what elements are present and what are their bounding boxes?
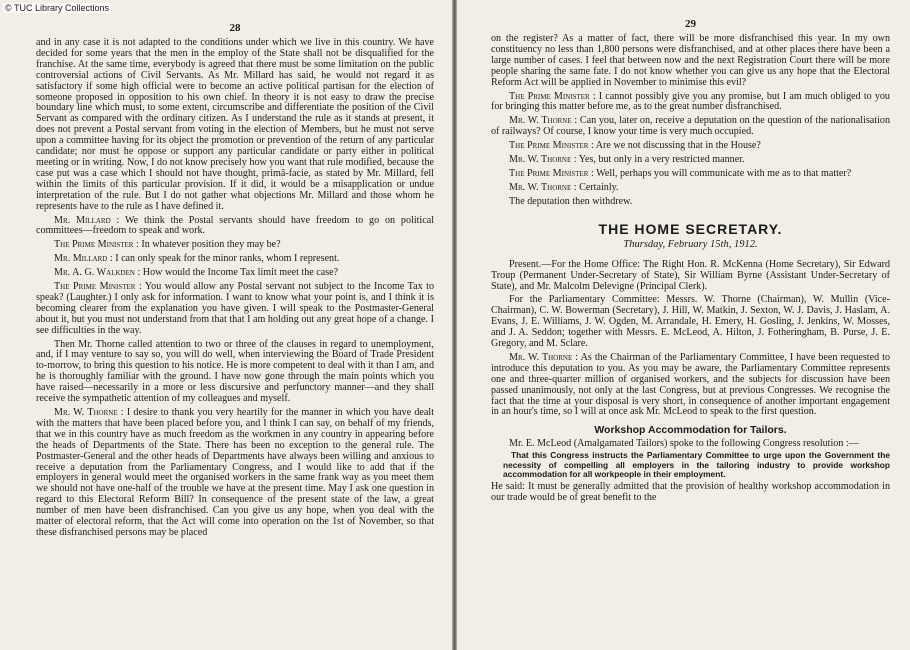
paragraph: [36, 38, 434, 213]
paragraph: Mr. W. Thorne : As the Chairman of the Parliamentary Committee, I have been requested to introduce this deputation to you. As you may be aware, the Parliamentary Committee represents one and three-quarter million of organised workers, and the subjects for discussion have been passed unanimously, not only at the last Congress, but at previous Congresses. We recognise the fact that the time at your disposal is very short, in consequence of another important engagement in an hour's time, so I will at once ask Mr. McLeod to speak to the first question.: [491, 351, 890, 418]
paragraph-text: The deputation then withdrew.: [509, 195, 633, 207]
speaker-name: Mr. A. G. Walkden: [54, 267, 135, 279]
paragraph: [491, 34, 890, 89]
speaker-name: Mr. Millard: [54, 214, 111, 226]
watermark: © TUC Library Collections: [5, 3, 109, 13]
paragraph: The Prime Minister : Are we not discussing that in the House?: [509, 140, 761, 152]
left-page-body: [36, 38, 434, 542]
paragraph: [491, 295, 890, 350]
paragraph: [36, 340, 434, 405]
right-page-body-mid: [491, 260, 890, 422]
section-heading: THE HOME SECRETARY.: [598, 220, 783, 237]
speaker-name: The Prime Minister: [509, 167, 589, 179]
paragraph-text: We think the Postal servants should have freedom to go on political committees—freedom to speak and work.: [36, 214, 434, 237]
speaker-name: The Prime Minister: [54, 281, 136, 293]
speaker-name: The Prime Minister: [54, 239, 134, 251]
paragraph-text: Then Mr. Thorne called attention to two or three of the clauses in regard to unemployment, and, if I may venture to say so, you will do well, when interviewing the Board of Trade President to-morrow, to bring this question to his notice. He is more competent to deal with it than I am, and he is thoroughly familiar with the ground. I have now gone through the main points which you have raised—necessarily in a more or less discursive and perfunctory manner—and they shall receive the sympathetic attention of my colleagues and myself.: [36, 338, 434, 405]
paragraph: The Prime Minister : Well, perhaps you will communicate with me as to that matter?: [509, 167, 852, 179]
resolution-intro: Mr. E. McLeod (Amalgamated Tailors) spoke to the following Congress resolution :—: [509, 438, 859, 450]
paragraph-text: I cannot possibly give you any promise, but I am much obliged to you for bringing this matter before me, as to the great number disfranchised.: [491, 90, 890, 113]
speaker-name: Mr. W. Thorne: [509, 351, 573, 363]
page-number: 29: [685, 18, 696, 30]
paragraph-text: Yes, but only in a very restricted manner.: [578, 154, 745, 166]
paragraph: Mr. Millard : We think the Postal servants should have freedom to go on political committees—freedom to speak and work.: [36, 214, 434, 237]
speaker-name: Mr. W. Thorne: [509, 181, 572, 193]
page-number: 28: [229, 22, 241, 34]
paragraph: The Prime Minister : I cannot possibly give you any promise, but I am much obliged to you for bringing this matter before me, as to the great number disfranchised.: [491, 90, 890, 113]
speaker-name: Mr. W. Thorne: [509, 115, 572, 127]
speaker-name: Mr. W. Thorne: [509, 154, 572, 166]
left-page: [0, 0, 452, 650]
paragraph-text: I desire to thank you very heartily for the manner in which you have dealt with the matters that have been placed before you, and I think I can say, on behalf of my friends, that we in this country have as much freedom as the workmen in any country in appearing before the heads of Departments of the State. There has been no exception to the general rule. The Postmaster-General and the other heads of Departments have always been willing and anxious to receive a deputation from the Parliamentary Congress, and I would like to add that if the employers in general would meet the organised workers in the same frank way as you meet them we should not have one-half of the trouble we have at the present time. May I ask one question in regard to this Electoral Reform Bill? In consequence of the present state of the law, a great number of men have been disfranchised. Can you give us any hope, when you deal with the matter of electoral reform, that the Act will come into operation on the 1st of November, so that these disfranchised persons may be placed: [36, 407, 434, 538]
paragraph-text: You would allow any Postal servant not subject to the Income Tax to speak? (Laughter.) I only ask for information. I want to know what your point is, and I think it is becoming clearer from the explanation you have given. I will speak to the Postmaster-General about it, but you must not understand from that that I am holding out any great hope of a change. I see difficulties in the way.: [36, 281, 434, 336]
paragraph-text: How would the Income Tax limit meet the case?: [142, 267, 339, 279]
paragraph: The Prime Minister : You would allow any Postal servant not subject to the Income Tax to speak? (Laughter.) I only ask for information. I want to know what your point is, and I think it is becoming clearer from the explanation you have given. I will speak to the Postmaster-General about it, but you must not understand from that that I am holding out any great hope of a change. I see difficulties in the way.: [36, 281, 434, 336]
paragraph: Mr. W. Thorne : Certainly.: [509, 181, 619, 193]
paragraph: Mr. W. Thorne : Can you, later on, receive a deputation on the question of the nationalisation of railways? Of course, I know your time is very much occupied.: [491, 115, 890, 138]
section-dateline: Thursday, February 15th, 1912.: [623, 238, 758, 250]
paragraph: Mr. Millard : I can only speak for the minor ranks, whom I represent.: [54, 253, 340, 265]
paragraph-text: In whatever position they may be?: [141, 239, 281, 251]
speaker-name: Mr. W. Thorne: [54, 407, 118, 418]
paragraph-text: Present.—For the Home Office: The Right Hon. R. McKenna (Home Secretary), Sir Edward Troup (Permanent Under-Secretary of State), Sir William Byrne (Assistant Under-Secretary of State), and Mr. Malcolm Delevigne (Principal Clerk).: [491, 258, 890, 292]
paragraph-text: on the register? As a matter of fact, there will be more disfranchised this year. In my own constituency no less than 1,800 persons were disfranchised, and at other places there have been a large number of cases. I feel that between now and the next Registration Court there will be more people sharing the same fate. I do not know whether you can give us any hope that the Electoral Reform Act will be applied in November to minimise this evil?: [491, 33, 890, 88]
congress-resolution: That this Congress instructs the Parliamentary Committee to urge upon the Government the necessity of compelling all employers in the tailoring industry to provide workshop accommodation for all workpeople in their employment.: [503, 450, 890, 480]
right-page-body-top: [491, 34, 890, 211]
paragraph-text: For the Parliamentary Committee: Messrs. W. Thorne (Chairman), W. Mullin (Vice-Chairman), C. W. Bowerman (Secretary), J. Hill, W. Matkin, J. Sexton, W. J. Davis, J. Haslam, A. Evans, J. E. Williams, J. W. Ogden, M. Arrandale, H. Emery, H. Gosling, J. Jenkins, W. Mosses, and J. A. Seddon; together with Messrs. E. McLeod, A. Hilton, J. Fotheringham, B. Purse, J. E. Gregory, and M. Sclare.: [491, 294, 890, 350]
closing-paragraph: He said: It must be generally admitted that the provision of healthy workshop accommodation in our trade would be of great benefit to the: [491, 481, 890, 503]
paragraph: [491, 197, 890, 208]
paragraph-text: Certainly.: [579, 181, 619, 193]
paragraph: Mr. A. G. Walkden : How would the Income Tax limit meet the case?: [54, 267, 339, 279]
paragraph-text: and in any case it is not adapted to the conditions under which we live in this country. We have decided for some years that the men in the employ of the State shall not be disqualified for the franchise. At the same time, everybody is agreed that there must be some limitation on the public controversial actions of Civil Servants. As Mr. Millard has said, he would not regard it as satisfactory if some high official were to become an active political partisan for the election of someone proposed in opposition to his own chief. In theory it is not easy to draw the precise boundary line which must, to some extent, circumscribe and differentiate the position of the Civil Servant as compared with the ordinary citizen. As I understand the rule as it stands at present, it does not prevent a Postal servant from voting in the election of Members, but he must not serve upon a committee having for its object the promotion or prevention of the return of any particular candidate; nor must he oppose or support any particular candidate or party either in political meeting or in writing. Now, I do not know precisely how you want that rule modified, because the case put was a case which I should not have thought, primâ-facie, as stated by Mr. Millard, fell within the limits of this particular provision. If it did, it would be a misapplication or undue interpretation of the rule. But I do not gather what objections Mr. Millard and those whom he represents have to the rule as I have defined it.: [36, 37, 434, 212]
speaker-name: Mr. Millard: [54, 253, 108, 265]
paragraph-text: As the Chairman of the Parliamentary Committee, I have been requested to introduce this deputation to you. As you may be aware, the Parliamentary Committee represents one and three-quarter million of organised workers, and the subjects for discussion have been passed unanimously, not only at the last Congress, but at previous Congresses. We recognise the fact that the time at your disposal is very short, in consequence of another important engagement in an hour's time, so I will at once ask Mr. McLeod to speak to the first question.: [491, 351, 890, 418]
paragraph-text: Can you, later on, receive a deputation on the question of the nationalisation of railways? Of course, I know your time is very much occupied.: [491, 115, 890, 138]
paragraph-text: Well, perhaps you will communicate with me as to that matter?: [596, 167, 852, 179]
right-page: [457, 0, 910, 650]
paragraph: Mr. W. Thorne : I desire to thank you very heartily for the manner in which you have dealt with the matters that have been placed before you, and I think I can say, on behalf of my friends, that we in this country have as much freedom as the workmen in any country in appearing before the heads of Departments of the State. There has been no exception to the general rule. The Postmaster-General and the other heads of Departments have always been willing and anxious to receive a deputation from the Parliamentary Congress, and I would like to add that if the employers in general would meet the organised workers in the same frank way as you meet them we should not have one-half of the trouble we have at the present time. May I ask one question in regard to this Electoral Reform Bill? In consequence of the present state of the law, a great number of men have been disfranchised. Can you give us any hope, when you deal with the matter of electoral reform, that the Act will come into operation on the 1st of November, so that these disfranchised persons may be placed: [36, 407, 434, 538]
subsection-heading: Workshop Accommodation for Tailors.: [594, 424, 787, 437]
paragraph: [491, 260, 890, 293]
paragraph: The Prime Minister : In whatever position they may be?: [54, 239, 281, 251]
speaker-name: The Prime Minister: [509, 90, 590, 102]
paragraph-text: I can only speak for the minor ranks, whom I represent.: [115, 253, 340, 265]
paragraph: Mr. W. Thorne : Yes, but only in a very restricted manner.: [509, 154, 745, 166]
speaker-name: The Prime Minister: [509, 140, 589, 152]
paragraph-text: Are we not discussing that in the House?: [595, 140, 761, 152]
